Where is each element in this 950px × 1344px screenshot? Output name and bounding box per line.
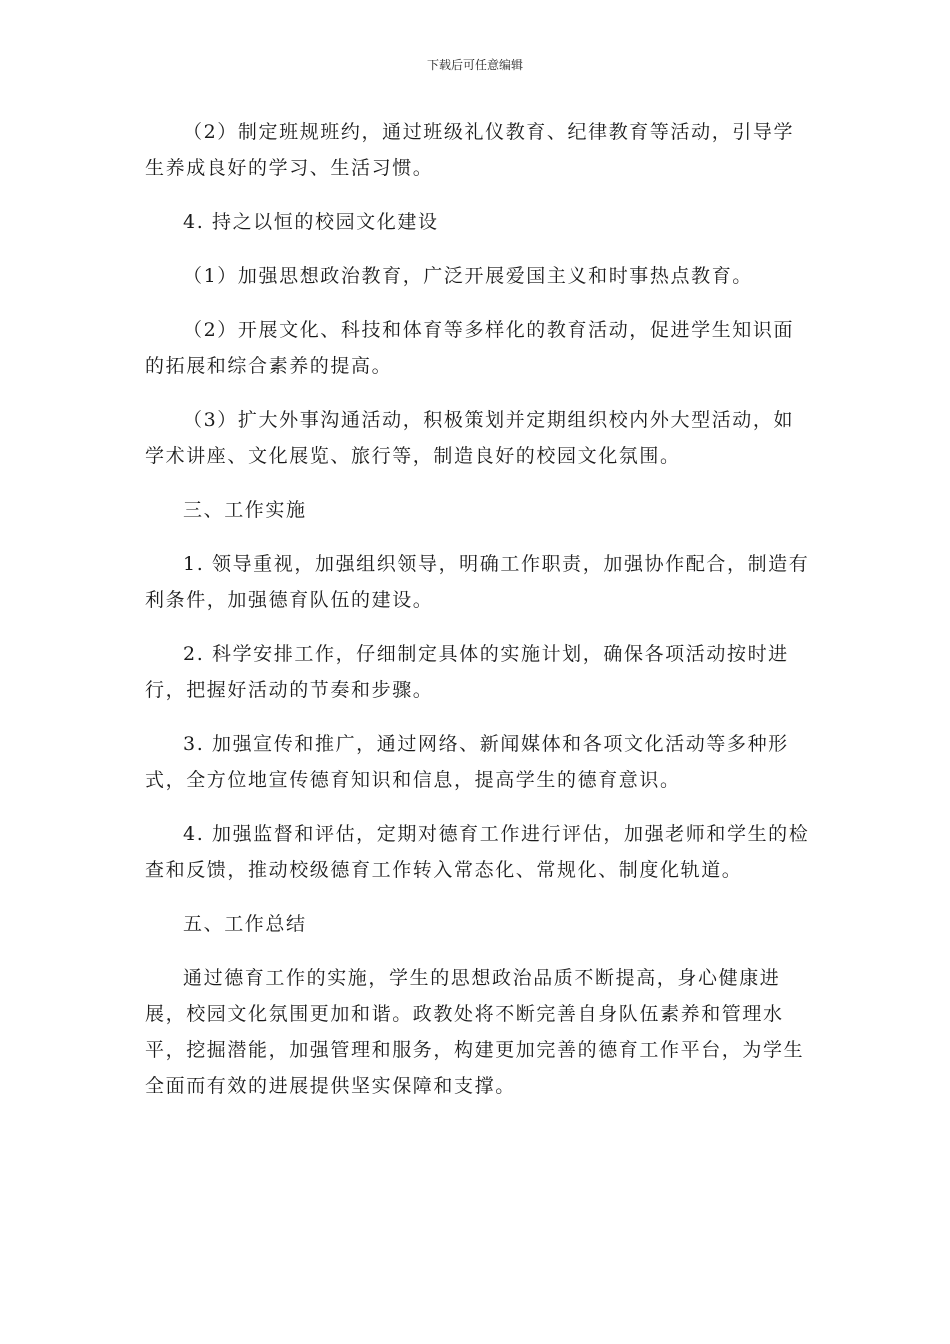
section-heading: 4. 持之以恒的校园文化建设 — [183, 211, 439, 233]
document-body — [145, 114, 810, 1122]
paragraph: 1. 领导重视，加强组织领导，明确工作职责，加强协作配合，制造有利条件，加强德育队伍的建设。 — [145, 553, 810, 611]
section-heading: 三、工作实施 — [183, 499, 307, 521]
paragraph: （2）开展文化、科技和体育等多样化的教育活动，促进学生知识面的拓展和综合素养的提高。 — [145, 319, 795, 377]
page-header: 下载后可任意编辑 — [426, 58, 523, 72]
paragraph: （3）扩大外事沟通活动，积极策划并定期组织校内外大型活动，如学术讲座、文化展览、旅行等，制造良好的校园文化氛围。 — [145, 409, 795, 467]
section-heading: 五、工作总结 — [183, 913, 307, 935]
paragraph: 4. 加强监督和评估，定期对德育工作进行评估，加强老师和学生的检查和反馈，推动校级德育工作转入常态化、常规化、制度化轨道。 — [145, 823, 810, 881]
paragraph: 通过德育工作的实施，学生的思想政治品质不断提高，身心健康进展，校园文化氛围更加和谐。政教处将不断完善自身队伍素养和管理水平，挖掘潜能，加强管理和服务，构建更加完善的德育工作平台，为学生全面而有效的进展提供坚实保障和支撑。 — [145, 967, 805, 1097]
paragraph: （2）制定班规班约，通过班级礼仪教育、纪律教育等活动，引导学生养成良好的学习、生活习惯。 — [145, 121, 795, 179]
paragraph: 3. 加强宣传和推广，通过网络、新闻媒体和各项文化活动等多种形式，全方位地宣传德育知识和信息，提高学生的德育意识。 — [145, 733, 789, 791]
paragraph: 2. 科学安排工作，仔细制定具体的实施计划，确保各项活动按时进行，把握好活动的节奏和步骤。 — [145, 643, 789, 701]
paragraph: （1）加强思想政治教育，广泛开展爱国主义和时事热点教育。 — [183, 265, 753, 287]
